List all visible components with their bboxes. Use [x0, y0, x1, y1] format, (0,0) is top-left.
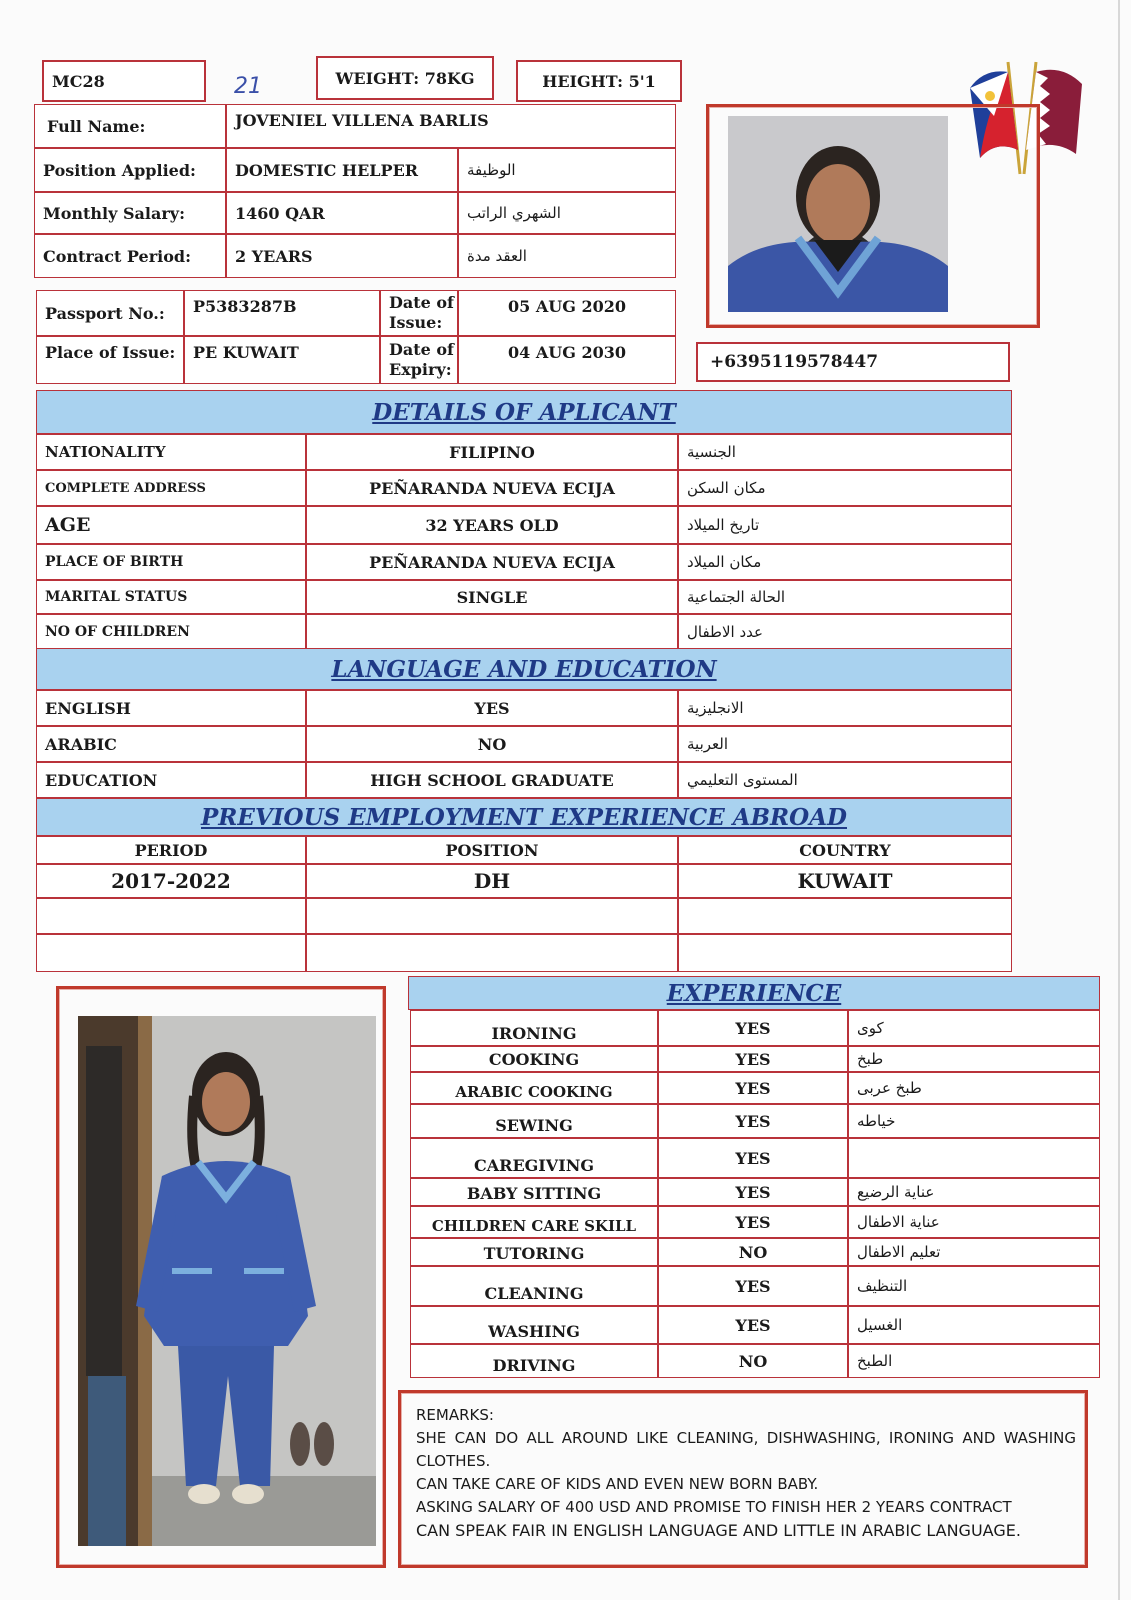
employment-cell: 2017-2022 — [36, 864, 306, 898]
experience-ar: تعليم الاطفال — [848, 1238, 1100, 1266]
detail-label: NATIONALITY — [36, 434, 306, 470]
experience-skill: BABY SITTING — [410, 1178, 658, 1206]
experience-banner — [408, 976, 1100, 1010]
issue-date: 05 AUG 2020 — [458, 290, 676, 336]
employment-cell — [36, 898, 306, 934]
experience-skill: WASHING — [410, 1306, 658, 1344]
employment-header: POSITION — [306, 836, 678, 864]
language-ar: الانجليزية — [678, 690, 1012, 726]
employment-cell: DH — [306, 864, 678, 898]
contract-label: Contract Period: — [34, 234, 226, 278]
experience-skill: CAREGIVING — [410, 1138, 658, 1178]
experience-value: NO — [658, 1344, 848, 1378]
experience-ar: طبخ — [848, 1046, 1100, 1072]
language-banner — [36, 648, 1012, 690]
handwritten-number: 21 — [234, 74, 262, 99]
place-issue: PE KUWAIT — [184, 336, 380, 384]
details-banner — [36, 390, 1012, 434]
experience-skill: TUTORING — [410, 1238, 658, 1266]
detail-value: PEÑARANDA NUEVA ECIJA — [306, 470, 678, 506]
employment-cell: KUWAIT — [678, 864, 1012, 898]
code-box — [42, 60, 206, 102]
passport-no-label: Passport No.: — [36, 290, 184, 336]
remarks-line-1: SHE CAN DO ALL AROUND LIKE CLEANING, DISHWASHING, IRONING AND WASHING CLOTHES. — [416, 1429, 1076, 1470]
experience-value: NO — [658, 1238, 848, 1266]
remarks-line-4: CAN SPEAK FAIR IN ENGLISH LANGUAGE AND LITTLE IN ARABIC LANGUAGE. — [416, 1521, 1021, 1540]
experience-skill: COOKING — [410, 1046, 658, 1072]
position-ar: الوظيفة — [458, 148, 676, 192]
weight: WEIGHT: 78KG — [335, 68, 475, 88]
remarks-content — [416, 1404, 1076, 1542]
detail-label: AGE — [36, 506, 306, 544]
experience-value: YES — [658, 1046, 848, 1072]
employment-cell — [678, 898, 1012, 934]
detail-label: COMPLETE ADDRESS — [36, 470, 306, 506]
detail-label: NO OF CHILDREN — [36, 614, 306, 650]
experience-ar: عناية الرضيع — [848, 1178, 1100, 1206]
portrait-photo — [728, 116, 948, 312]
salary-label: Monthly Salary: — [34, 192, 226, 234]
experience-value: YES — [658, 1072, 848, 1104]
experience-value: YES — [658, 1266, 848, 1306]
salary-ar: الشهري الراتب — [458, 192, 676, 234]
remarks-line-2: CAN TAKE CARE OF KIDS AND EVEN NEW BORN BABY. — [416, 1475, 819, 1493]
detail-label: MARITAL STATUS — [36, 580, 306, 614]
experience-skill: DRIVING — [410, 1344, 658, 1378]
experience-skill: ARABIC COOKING — [410, 1072, 658, 1104]
contract-ar: العقد مدة — [458, 234, 676, 278]
experience-value: YES — [658, 1206, 848, 1238]
experience-title: EXPERIENCE — [666, 979, 842, 1007]
experience-value: YES — [658, 1306, 848, 1344]
experience-value: YES — [658, 1178, 848, 1206]
salary-value: 1460 QAR — [226, 192, 458, 234]
experience-value: YES — [658, 1104, 848, 1138]
expiry-date: 04 AUG 2030 — [458, 336, 676, 384]
position-value: DOMESTIC HELPER — [226, 148, 458, 192]
full-name-label: Full Name: — [34, 104, 226, 148]
fullbody-photo — [78, 1016, 376, 1546]
language-label: ARABIC — [36, 726, 306, 762]
details-title: DETAILS OF APLICANT — [372, 398, 676, 426]
language-title: LANGUAGE AND EDUCATION — [331, 655, 717, 683]
employment-title: PREVIOUS EMPLOYMENT EXPERIENCE ABROAD — [201, 803, 847, 831]
detail-ar: الجنسية — [678, 434, 1012, 470]
detail-value — [306, 614, 678, 650]
detail-ar: الحالة الجتماعية — [678, 580, 1012, 614]
employment-cell — [306, 934, 678, 972]
full-name-value: JOVENIEL VILLENA BARLIS — [226, 104, 676, 148]
experience-ar: الطبخ — [848, 1344, 1100, 1378]
page-edge — [1118, 0, 1120, 1600]
employment-banner — [36, 798, 1012, 836]
height-box — [516, 60, 682, 102]
detail-ar: مكان السكن — [678, 470, 1012, 506]
language-value: NO — [306, 726, 678, 762]
weight-box — [316, 56, 494, 100]
employment-header: COUNTRY — [678, 836, 1012, 864]
experience-skill: IRONING — [410, 1010, 658, 1046]
detail-value: PEÑARANDA NUEVA ECIJA — [306, 544, 678, 580]
detail-ar: مكان الميلاد — [678, 544, 1012, 580]
employment-header: PERIOD — [36, 836, 306, 864]
experience-ar: عناية الاطفال — [848, 1206, 1100, 1238]
detail-value: FILIPINO — [306, 434, 678, 470]
experience-value: YES — [658, 1138, 848, 1178]
detail-ar: عدد الاطفال — [678, 614, 1012, 650]
employment-cell — [36, 934, 306, 972]
experience-ar: خياطه — [848, 1104, 1100, 1138]
experience-skill: CHILDREN CARE SKILL — [410, 1206, 658, 1238]
language-ar: المستوى التعليمي — [678, 762, 1012, 798]
experience-ar: طبخ عربى — [848, 1072, 1100, 1104]
experience-ar: التنظيف — [848, 1266, 1100, 1306]
detail-value: 32 YEARS OLD — [306, 506, 678, 544]
experience-skill: CLEANING — [410, 1266, 658, 1306]
remarks-title: REMARKS: — [416, 1406, 494, 1424]
employment-cell — [678, 934, 1012, 972]
detail-ar: تاريخ الميلاد — [678, 506, 1012, 544]
experience-ar: الغسيل — [848, 1306, 1100, 1344]
detail-label: PLACE OF BIRTH — [36, 544, 306, 580]
expiry-label: Date of Expiry: — [380, 336, 458, 384]
place-issue-label: Place of Issue: — [36, 336, 184, 384]
contract-value: 2 YEARS — [226, 234, 458, 278]
position-label: Position Applied: — [34, 148, 226, 192]
remarks-line-3: ASKING SALARY OF 400 USD AND PROMISE TO FINISH HER 2 YEARS CONTRACT — [416, 1498, 1012, 1516]
employment-cell — [306, 898, 678, 934]
experience-value: YES — [658, 1010, 848, 1046]
language-ar: العربية — [678, 726, 1012, 762]
experience-ar — [848, 1138, 1100, 1178]
height: HEIGHT: 5'1 — [542, 71, 656, 91]
language-label: EDUCATION — [36, 762, 306, 798]
detail-value: SINGLE — [306, 580, 678, 614]
passport-no: P5383287B — [184, 290, 380, 336]
language-value: YES — [306, 690, 678, 726]
code: MC28 — [52, 71, 105, 91]
experience-skill: SEWING — [410, 1104, 658, 1138]
language-label: ENGLISH — [36, 690, 306, 726]
issue-date-label: Date of Issue: — [380, 290, 458, 336]
language-value: HIGH SCHOOL GRADUATE — [306, 762, 678, 798]
experience-ar: كوى — [848, 1010, 1100, 1046]
phone-box: +6395119578447 — [696, 342, 1010, 382]
